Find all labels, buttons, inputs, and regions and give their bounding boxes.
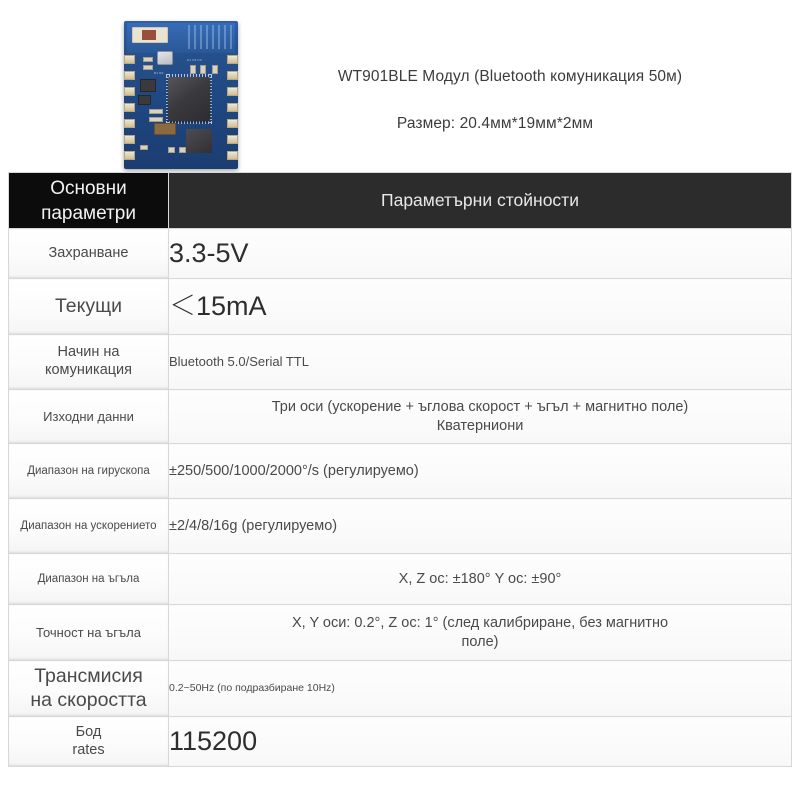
row-value-angle-accuracy-line1: X, Y оси: 0.2°, Z ос: 1° (след калибриране, без магнитно [291,614,669,631]
row-value-output-data [169,390,792,444]
row-value-output-data-line2: Кватерниони [436,417,524,434]
table-row [9,554,792,605]
row-value-angle-range-text: X, Z ос: ±180° Y ос: ±90° [398,570,562,587]
header-parameters-line1: Основни [50,177,127,199]
table-row [9,661,792,717]
row-label-communication [9,335,169,390]
table-row [9,444,792,499]
row-label-current: Текущи [9,279,169,335]
row-value-angle-accuracy [169,605,792,661]
row-label-angle-range: Диапазон на ъгъла [9,554,169,605]
table-row [9,390,792,444]
product-header-section [0,0,800,170]
pcb-component [149,109,163,114]
table-header-row [9,173,792,229]
pcb-antenna-resistor [142,30,156,40]
row-value-output-data-line1: Три оси (ускорение + ъглова скорост + ъгъл + магнитно поле) [271,398,689,415]
row-value-accel-range: ±2/4/8/16g (регулируемо) [169,499,792,554]
pcb-component [143,57,153,62]
row-value-current: ＜15mA [169,279,792,335]
header-cell-values: Параметърни стойности [169,173,792,229]
table-row [9,279,792,335]
pcb-component [149,117,163,122]
row-label-output-data: Изходни данни [9,390,169,444]
row-value-transmission-rate: 0.2~50Hz (по подразбиране 10Hz) [169,661,792,717]
row-label-transmission-rate-line2: на скоростта [30,688,147,711]
row-label-power: Захранване [9,229,169,279]
pcb-component [140,79,156,92]
row-value-communication: Bluetooth 5.0/Serial TTL [169,335,792,390]
pcb-pads-left [124,55,135,167]
pcb-pads-right [227,55,238,167]
header-cell-parameters [9,173,169,229]
table-row [9,499,792,554]
row-label-transmission-rate [9,661,169,717]
row-value-angle-accuracy-line2: поле) [461,633,499,650]
table-row [9,717,792,767]
pcb-component [143,65,153,70]
row-label-accel-range: Диапазон на ускорението [9,499,169,554]
product-size: Размер: 20.4мм*19мм*2мм [396,115,594,132]
pcb-component [190,65,196,74]
pcb-component [140,145,148,150]
row-value-gyro-range: ±250/500/1000/2000°/s (регулируемо) [169,444,792,499]
pcb-component [179,147,186,153]
row-label-communication-line2: комуникация [44,362,133,378]
row-value-angle-range [169,554,792,605]
row-label-gyro-range: Диапазон на гирускопа [9,444,169,499]
row-label-baud-rates [9,717,169,767]
row-label-communication-line1: Начин на [57,344,120,361]
pcb-secondary-chip [186,129,212,153]
pcb-component [138,95,151,105]
pcb-component [154,123,176,135]
pcb-main-chip [168,77,210,121]
pcb-component [212,65,218,74]
pcb-antenna-trace [188,25,232,49]
row-value-baud-rates: 115200 [169,717,792,767]
header-parameters-line2: параметри [41,202,136,224]
pcb-crystal [157,51,173,65]
table-row [9,229,792,279]
row-label-baud-rates-line1: Бод [75,723,102,740]
pcb-board-icon: R1 R2 U1 C3 C4 [124,21,238,169]
row-label-transmission-rate-line1: Трансмисия [34,664,143,687]
table-row [9,335,792,390]
specifications-table [8,172,792,767]
pcb-component [168,147,175,153]
row-label-angle-accuracy: Точност на ъгъла [9,605,169,661]
row-value-power: 3.3-5V [169,229,792,279]
row-label-baud-rates-line2: rates [72,741,105,758]
table-row [9,605,792,661]
pcb-component [200,65,206,74]
product-title: WT901BLE Модул (Bluetooth комуникация 50м) [337,68,683,85]
product-image [118,21,246,169]
